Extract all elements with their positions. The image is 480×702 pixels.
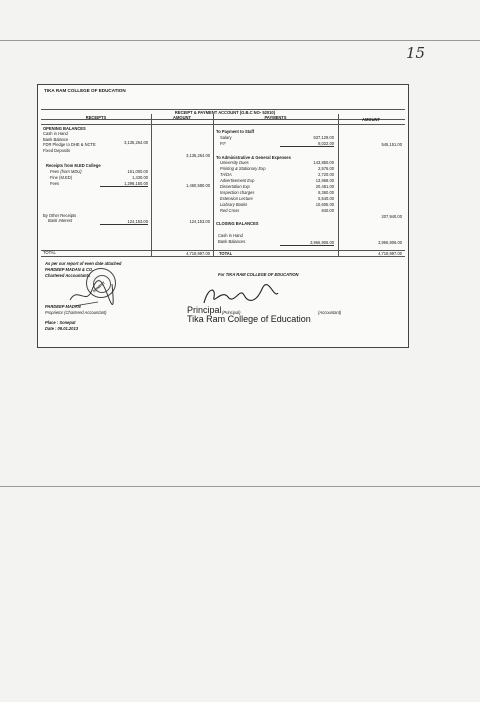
auditor-name: PARDEEP MADAN [45,304,81,309]
p-dissertation: Dissertation Exp [220,184,250,189]
auditor-proprietor: Proprietor (Chartered Accountant) [45,310,107,315]
r-fees: Fees [50,181,60,186]
auditor-signature-icon [68,276,116,310]
principal-stamp: Principal [187,305,222,315]
p-inspection-val: 8,360.00 [318,190,334,195]
r-total-val: 4,719,997.00 [186,251,210,256]
p-library: Liabrary Books [220,202,248,207]
r-mded-total: 1,460,580.00 [186,183,210,188]
r-bank-interest: Bank Interest [48,218,73,223]
r-cash-in-hand: Cash in Hand [43,131,68,136]
col-div-3 [338,114,339,256]
closing-balances-head: CLOSING BALANCES [216,221,259,226]
p-salary-val: 537,129.00 [313,135,334,140]
p-redcross-val: 840.00 [321,208,334,213]
place: Place : Sonepat [45,320,76,325]
p-extension-val: 5,540.00 [318,196,334,201]
p-redcross: Red Cross [220,208,240,213]
p-advt-val: 13,968.00 [315,178,334,183]
p-bank-balances-val: 3,966,906.00 [280,240,334,246]
header-amount: AMOUNT [173,115,191,120]
p-univ-dues: University Dues [220,160,249,165]
principal-signature-icon [200,283,280,307]
p-total-val: 4,719,997.00 [378,251,402,256]
p-printing-val: 2,576.00 [318,166,334,171]
p-library-val: 10,605.00 [315,202,334,207]
for-college: For TIKA RAM COLLEGE OF EDUCATION [218,272,299,277]
admin-expenses-head: To Administrative & General Expenses [216,155,291,160]
p-dissertation-val: 20,481.00 [315,184,334,189]
r-fees-mdu-val: 161,000.00 [127,169,148,174]
p-tada-val: 2,720.00 [318,172,334,177]
auditor-report-note: As per our report of even date attached [45,261,122,266]
statement-title: RECEIPT & PAYMENT ACCOUNT (O.B.C NO- 52010) [174,110,276,115]
p-printing: Printing & Stationary Exp [220,166,266,171]
p-extension: Extension Lecture [220,196,253,201]
auditor-ca: Chartered Accountants [45,273,91,278]
r-fdr-pledge: FDR Pledge to DHE & NCTE [43,142,96,147]
r-fixed-deposits: Fixed Deposits [43,148,71,153]
header-receipts: RECEIPTS [85,115,107,120]
college-stamp: Tika Ram College of Education [187,314,311,324]
opening-balances: OPENING BALANCES [43,126,86,131]
page-number: 15 [406,44,426,62]
p-salary: Salary [220,135,232,140]
header-bottom-rule [41,124,405,125]
r-bank-interest-val: 124,153.00 [100,219,148,225]
p-inspection: Inspection charges [220,190,255,195]
r-other-total: 124,153.00 [189,219,210,224]
r-fees-mdu: Fees (from MDU) [50,169,82,174]
college-header: TIKA RAM COLLEGE OF EDUCATION [44,88,126,93]
p-staff-total: 545,151.00 [381,142,402,147]
p-cash-in-hand: Cash in Hand [218,233,243,238]
mded-receipts-head: Receipts from M.ED College [46,163,101,168]
p-univ-dues-val: 143,850.00 [313,160,334,165]
date: Date : 09.01.2013 [45,326,78,331]
scan-edge-top [0,40,480,41]
col-div-2 [213,114,214,256]
r-opening-total: 3,135,264.00 [186,153,210,158]
p-advt: Advertisement Exp [220,178,255,183]
p-tada: TA/DA [220,172,232,177]
scan-edge-bottom [0,486,480,487]
auditor-seal-text: SONIPAT [92,280,106,294]
other-receipts-head: By Other Receipts [43,213,77,218]
col-div-1 [151,114,152,256]
p-pf-val: 8,022.00 [280,141,334,147]
total-bottom-rule [41,256,405,257]
p-pf: P.F [220,141,226,146]
r-total-label: TOTAL [43,250,56,255]
header-amount-2: AMOUNT [362,117,380,122]
principal-label: (Principal) [222,310,241,315]
header-payments: PAYMENTS [264,115,287,120]
r-fine: Fine (M.ED) [50,175,73,180]
auditor-firm: PARDEEP MADAN & CO. [45,267,94,272]
r-fine-val: 1,430.00 [132,175,148,180]
p-admin-total: 207,940.00 [381,214,402,219]
p-total-label: TOTAL [219,251,233,256]
p-bank-balances: Bank Balances [218,239,246,244]
accountant-label: (Accountant) [318,310,342,315]
staff-payments-head: To Payment to Staff [216,129,255,134]
r-bank-balance-val: 3,135,264.00 [124,140,148,145]
p-bank-balances-total: 3,966,906.00 [378,240,402,245]
r-bank-balance: Bank Balance [43,137,69,142]
r-fees-val: 1,298,150.00 [100,181,148,187]
